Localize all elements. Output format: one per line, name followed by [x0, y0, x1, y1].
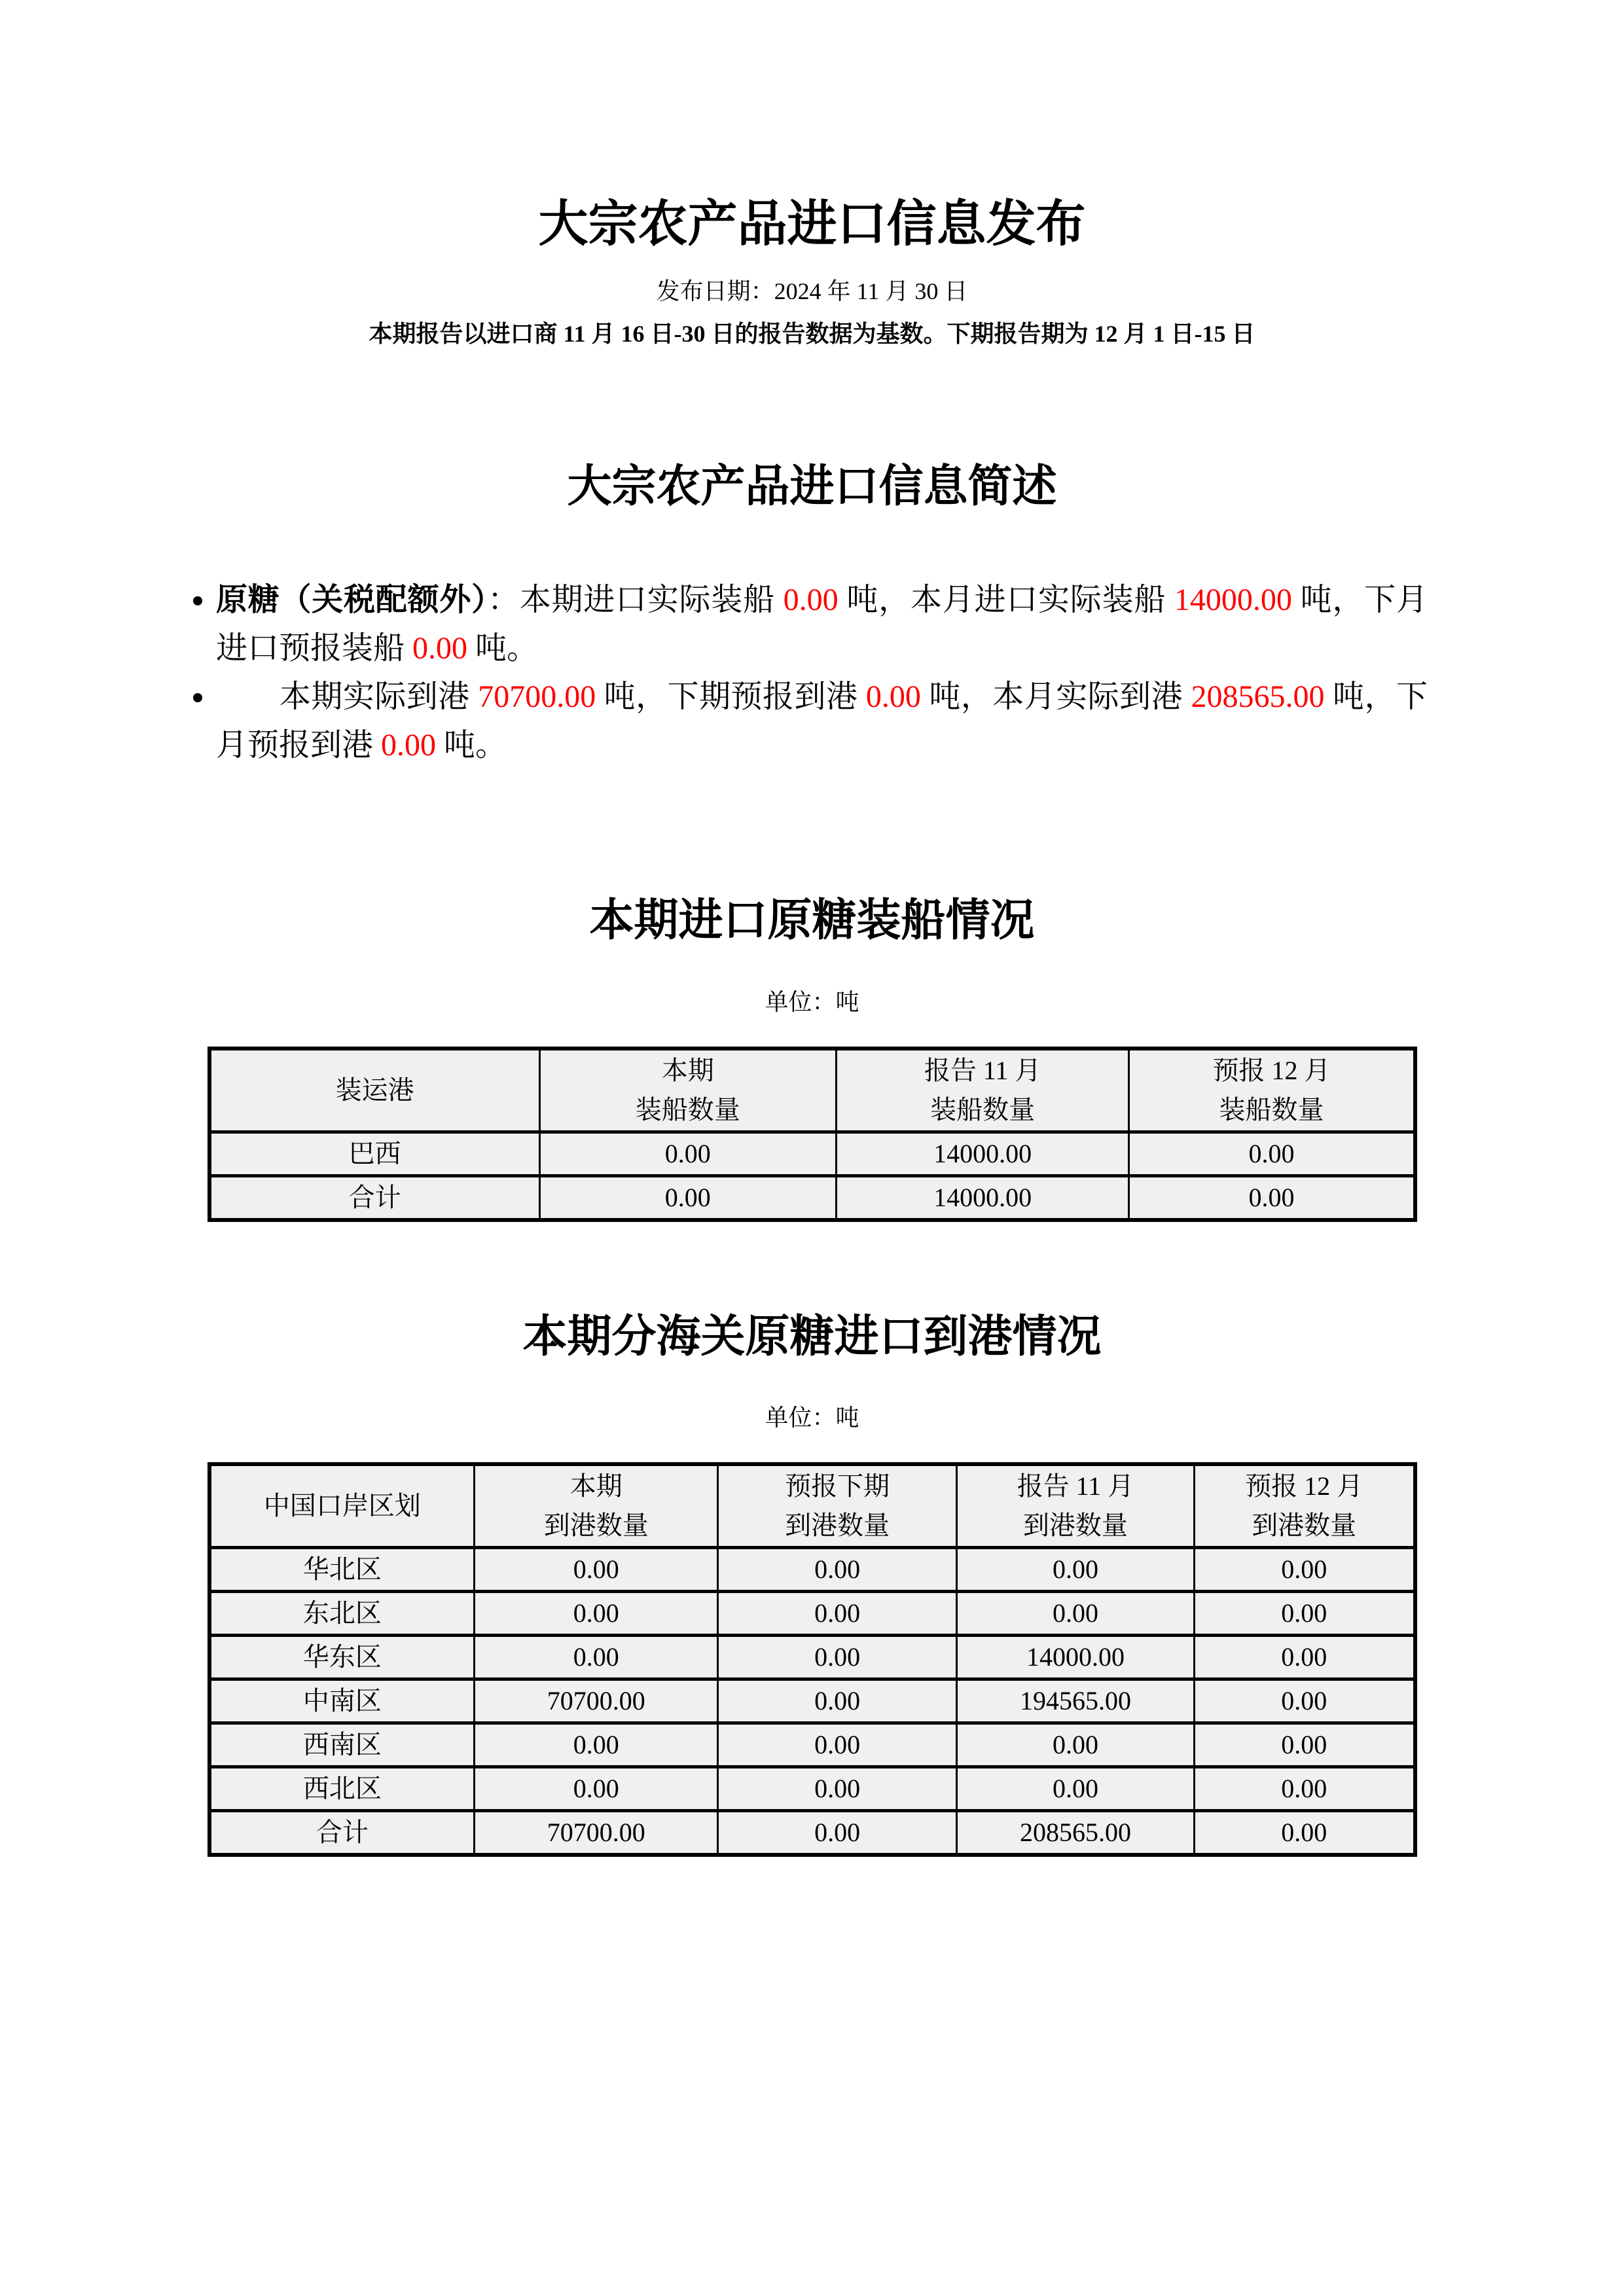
data-cell: 0.00: [1194, 1592, 1415, 1636]
publish-date: 发布日期：2024 年 11 月 30 日: [656, 278, 968, 305]
header-line: 到港数量: [1252, 1511, 1357, 1541]
arrival-table: [208, 1462, 1417, 1857]
row-label: 中南区: [209, 1679, 475, 1723]
header-cell: [836, 1049, 1129, 1132]
data-cell: 0.00: [718, 1767, 957, 1811]
data-cell: 0.00: [957, 1592, 1195, 1636]
data-cell: 0.00: [475, 1548, 718, 1592]
text-segment: 吨，本月实际到港: [920, 679, 1191, 714]
header-cell: [209, 1049, 540, 1132]
data-cell: 0.00: [475, 1592, 718, 1636]
header-cell: [1194, 1464, 1415, 1548]
table-row: [209, 1767, 1415, 1811]
text-segment: 吨，本月进口实际装船: [838, 582, 1174, 617]
arrival-section-title: 本期分海关原糖进口到港情况: [522, 1311, 1102, 1361]
bullet-raw-sugar-arrival: [216, 673, 1428, 770]
header-line: 到港数量: [785, 1511, 890, 1541]
header-cell: [209, 1464, 475, 1548]
data-cell: 0.00: [718, 1811, 957, 1856]
text-segment: 吨，下期预报到港: [596, 679, 866, 714]
header-line: 本期: [569, 1471, 623, 1501]
highlight-value: 70700.00: [478, 679, 596, 714]
document-title: 大宗农产品进口信息发布: [538, 197, 1086, 252]
data-cell: 70700.00: [475, 1811, 718, 1856]
data-cell: 0.00: [718, 1679, 957, 1723]
table-row: [209, 1679, 1415, 1723]
data-cell: 194565.00: [957, 1679, 1195, 1723]
text-segment: 吨。: [436, 727, 507, 762]
row-label: 合计: [209, 1175, 540, 1220]
highlight-value: 0.00: [381, 727, 437, 762]
row-label: 华北区: [209, 1548, 475, 1592]
text-segment: ：本期进口实际装船: [487, 582, 784, 617]
data-cell: 0.00: [475, 1723, 718, 1767]
highlight-value: 0.00: [783, 582, 839, 617]
highlight-value: 208565.00: [1191, 679, 1325, 714]
text-segment: 吨。: [467, 630, 539, 666]
header-line: 装船数量: [930, 1094, 1036, 1124]
data-cell: 0.00: [475, 1636, 718, 1679]
text-segment: 本期实际到港: [216, 679, 478, 714]
text-segment: 吨，下月进口预报装船: [216, 582, 1428, 666]
highlight-value: 0.00: [412, 630, 468, 666]
header-line: 预报 12 月: [1245, 1471, 1363, 1501]
header-line: 到港数量: [543, 1511, 649, 1541]
summary-section-title: 大宗农产品进口信息简述: [567, 461, 1057, 512]
table-row-total: [209, 1811, 1415, 1856]
data-cell: 14000.00: [836, 1132, 1129, 1175]
data-cell: 0.00: [1194, 1723, 1415, 1767]
data-cell: 0.00: [718, 1636, 957, 1679]
header-line: 预报下期: [785, 1471, 890, 1501]
bullet-raw-sugar-shipping: [216, 576, 1428, 673]
header-line: 本期: [661, 1055, 714, 1085]
data-cell: 0.00: [1194, 1636, 1415, 1679]
data-cell: 0.00: [1194, 1548, 1415, 1592]
header-cell: [957, 1464, 1195, 1548]
table-row: [209, 1132, 1415, 1175]
data-cell: 0.00: [1129, 1175, 1415, 1220]
header-line: 装船数量: [1219, 1094, 1324, 1124]
header-cell: [539, 1049, 836, 1132]
row-label: 西北区: [209, 1767, 475, 1811]
data-cell: 14000.00: [836, 1175, 1129, 1220]
shipping-unit-label: 单位：吨: [765, 988, 859, 1015]
data-cell: 0.00: [1194, 1679, 1415, 1723]
data-cell: 0.00: [718, 1723, 957, 1767]
data-cell: 0.00: [1194, 1811, 1415, 1856]
row-label: 东北区: [209, 1592, 475, 1636]
data-cell: 0.00: [1129, 1132, 1415, 1175]
table-header-row: [209, 1049, 1415, 1132]
data-cell: 0.00: [539, 1132, 836, 1175]
header-cell: [1129, 1049, 1415, 1132]
text-segment: 原糖（关税配额外）: [216, 582, 488, 617]
summary-list: [0, 576, 1428, 770]
header-line: 中国口岸区划: [263, 1491, 421, 1521]
arrival-unit-label: 单位：吨: [765, 1405, 859, 1431]
highlight-value: 14000.00: [1174, 582, 1292, 617]
header-line: 报告 11 月: [1017, 1471, 1134, 1501]
data-cell: 14000.00: [957, 1636, 1195, 1679]
data-cell: 0.00: [1194, 1767, 1415, 1811]
table-row: [209, 1723, 1415, 1767]
table-header-row: [209, 1464, 1415, 1548]
shipping-table: [208, 1047, 1417, 1222]
data-cell: 208565.00: [957, 1811, 1195, 1856]
data-cell: 0.00: [957, 1767, 1195, 1811]
data-cell: 0.00: [718, 1592, 957, 1636]
data-cell: 0.00: [475, 1767, 718, 1811]
header-cell: [718, 1464, 957, 1548]
report-period-note: 本期报告以进口商 11 月 16 日-30 日的报告数据为基数。下期报告期为 12 月 1 日-15 日: [369, 321, 1255, 348]
header-line: 报告 11 月: [924, 1055, 1041, 1085]
table-row-total: [209, 1175, 1415, 1220]
table-row: [209, 1592, 1415, 1636]
row-label: 巴西: [209, 1132, 540, 1175]
row-label: 合计: [209, 1811, 475, 1856]
data-cell: 0.00: [957, 1723, 1195, 1767]
row-label: 西南区: [209, 1723, 475, 1767]
data-cell: 0.00: [957, 1548, 1195, 1592]
data-cell: 70700.00: [475, 1679, 718, 1723]
data-cell: 0.00: [539, 1175, 836, 1220]
data-cell: 0.00: [718, 1548, 957, 1592]
header-line: 到港数量: [1022, 1511, 1128, 1541]
row-label: 华东区: [209, 1636, 475, 1679]
highlight-value: 0.00: [865, 679, 921, 714]
table-row: [209, 1548, 1415, 1592]
shipping-section-title: 本期进口原糖装船情况: [589, 895, 1035, 945]
header-line: 装运港: [335, 1075, 414, 1105]
text-segment: 吨，下月预报到港: [216, 679, 1428, 762]
table-row: [209, 1636, 1415, 1679]
header-cell: [475, 1464, 718, 1548]
header-line: 预报 12 月: [1212, 1055, 1331, 1085]
header-line: 装船数量: [635, 1094, 740, 1124]
